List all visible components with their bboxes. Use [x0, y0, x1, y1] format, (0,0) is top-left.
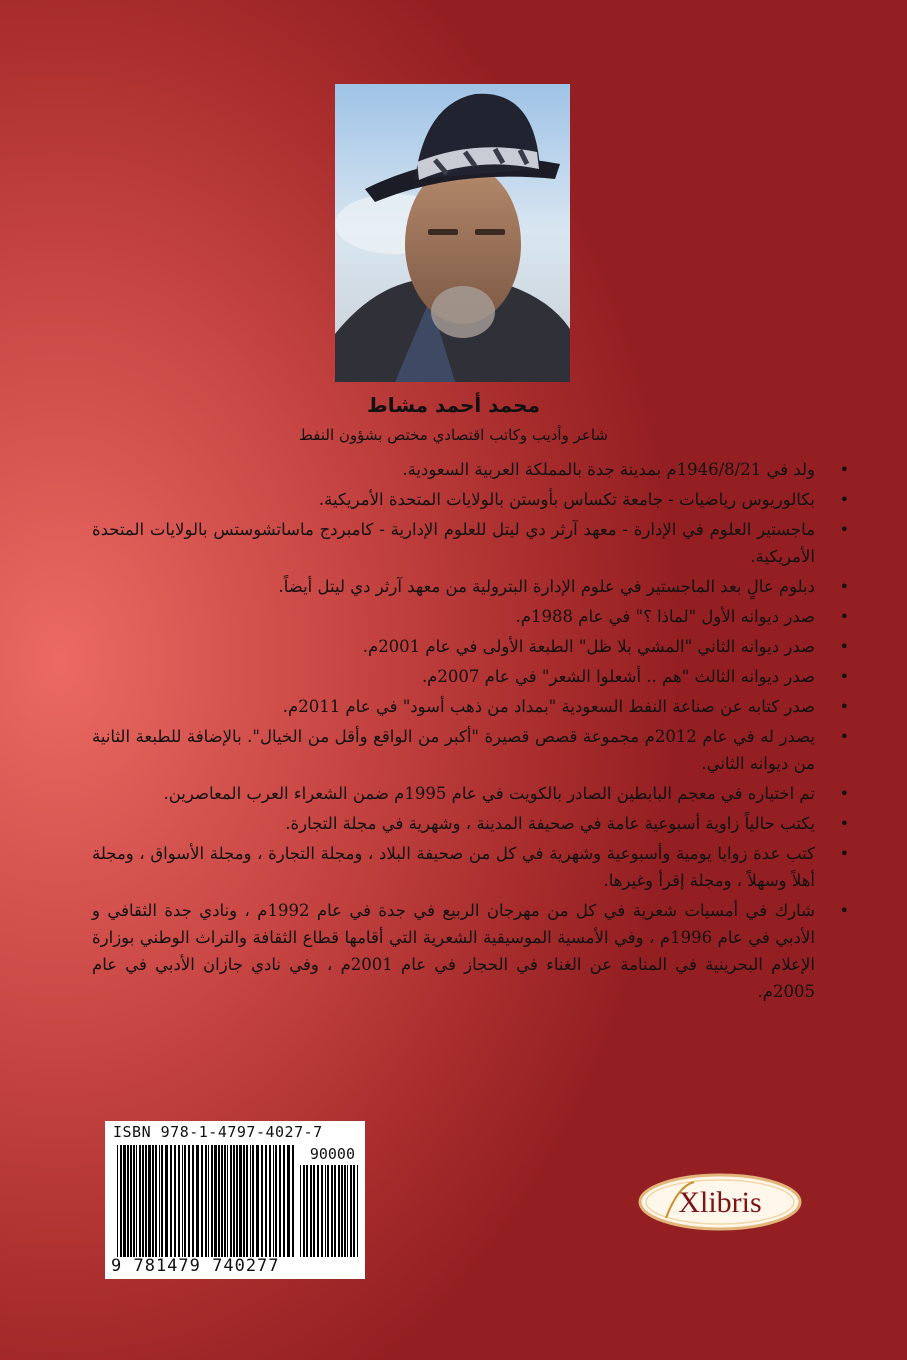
bullet-icon: • — [839, 490, 849, 509]
isbn-label: ISBN 978-1-4797-4027-7 — [113, 1123, 323, 1141]
list-item: • ولد في 1946/8/21م بمدينة جدة بالمملكة العربية السعودية. — [92, 456, 815, 483]
publisher-name: Xlibris — [678, 1186, 762, 1219]
list-item: • كتب عدة زوايا يومية وأسبوعية وشهرية في كل من صحيفة البلاد ، ومجلة التجارة ، ومجلة الأسواق ، ومجلة أهلاً وسهلاً ، ومجلة إقرأ وغيرها. — [92, 840, 815, 894]
list-item: • صدر ديوانه الأول "لماذا ؟" في عام 1988م. — [92, 603, 815, 630]
bullet-icon: • — [839, 901, 849, 920]
list-item: • صدر ديوانه الثالث "هم .. أشعلوا الشعر" في عام 2007م. — [92, 663, 815, 690]
list-item: • بكالوريوس رياضيات - جامعة تكساس بأوستن بالولايات المتحدة الأمريكية. — [92, 486, 815, 513]
author-photo — [335, 84, 570, 382]
bullet-icon: • — [839, 520, 849, 539]
list-item: • يكتب حالياً زاوية أسبوعية عامة في صحيفة المدينة ، وشهرية في مجلة التجارة. — [92, 810, 815, 837]
list-item: • دبلوم عالٍ بعد الماجستير في علوم الإدارة البترولية من معهد آرثر دي ليتل أيضاً. — [92, 573, 815, 600]
bullet-icon: • — [839, 667, 849, 686]
bullet-icon: • — [839, 607, 849, 626]
author-portrait-image — [335, 84, 570, 382]
bullet-icon: • — [839, 844, 849, 863]
xlibris-logo-icon — [638, 1172, 802, 1232]
price-code: 90000 — [309, 1145, 355, 1163]
ean-digits: 9 781479 740277 — [111, 1256, 280, 1276]
list-item: • يصدر له في عام 2012م مجموعة قصص قصيرة "أكبر من الواقع وأقل من الخيال". بالإضافة للطبعة الثانية من ديوانه الثاني. — [92, 723, 815, 777]
bullet-icon: • — [839, 784, 849, 803]
list-item: • ماجستير العلوم في الإدارة - معهد آرثر دي ليتل للعلوم الإدارية - كامبردج ماساتشوستس بالولايات المتحدة الأمريكية. — [92, 516, 815, 570]
publisher-logo — [638, 1172, 802, 1232]
isbn-barcode — [105, 1121, 365, 1279]
author-name: محمد أحمد مشاط — [367, 393, 540, 417]
barcode-bars-icon — [117, 1145, 295, 1257]
list-item: • صدر ديوانه الثاني "المشي بلا ظل" الطبعة الأولى في عام 2001م. — [92, 633, 815, 660]
bullet-icon: • — [839, 727, 849, 746]
list-item: • تم اختياره في معجم البابطين الصادر بالكويت في عام 1995م ضمن الشعراء العرب المعاصرين. — [92, 780, 815, 807]
bullet-icon: • — [839, 460, 849, 479]
barcode-addon-bars-icon — [300, 1165, 358, 1257]
bullet-icon: • — [839, 577, 849, 596]
author-description: شاعر وأديب وكاتب اقتصادي مختص بشؤون النفط — [299, 426, 608, 444]
bullet-icon: • — [839, 697, 849, 716]
bullet-icon: • — [839, 814, 849, 833]
list-item: • شارك في أمسيات شعرية في كل من مهرجان الربيع في جدة في عام 1992م ، ونادي جدة الثقافي و الأدبي في عام 1996م ، وفي الأمسية الموسيقية الشعرية التي أقامها قطاع الثقافة والتراث الوطني بوزارة الإعلام البحرينية في المنامة عن الغناء في الحجاز في عام 2001م ، وفي نادي جازان الأدبي في عام 2005م. — [92, 897, 815, 1005]
bullet-icon: • — [839, 637, 849, 656]
biography-list — [92, 456, 849, 1008]
list-item: • صدر كتابه عن صناعة النفط السعودية "بمداد من ذهب أسود" في عام 2011م. — [92, 693, 815, 720]
